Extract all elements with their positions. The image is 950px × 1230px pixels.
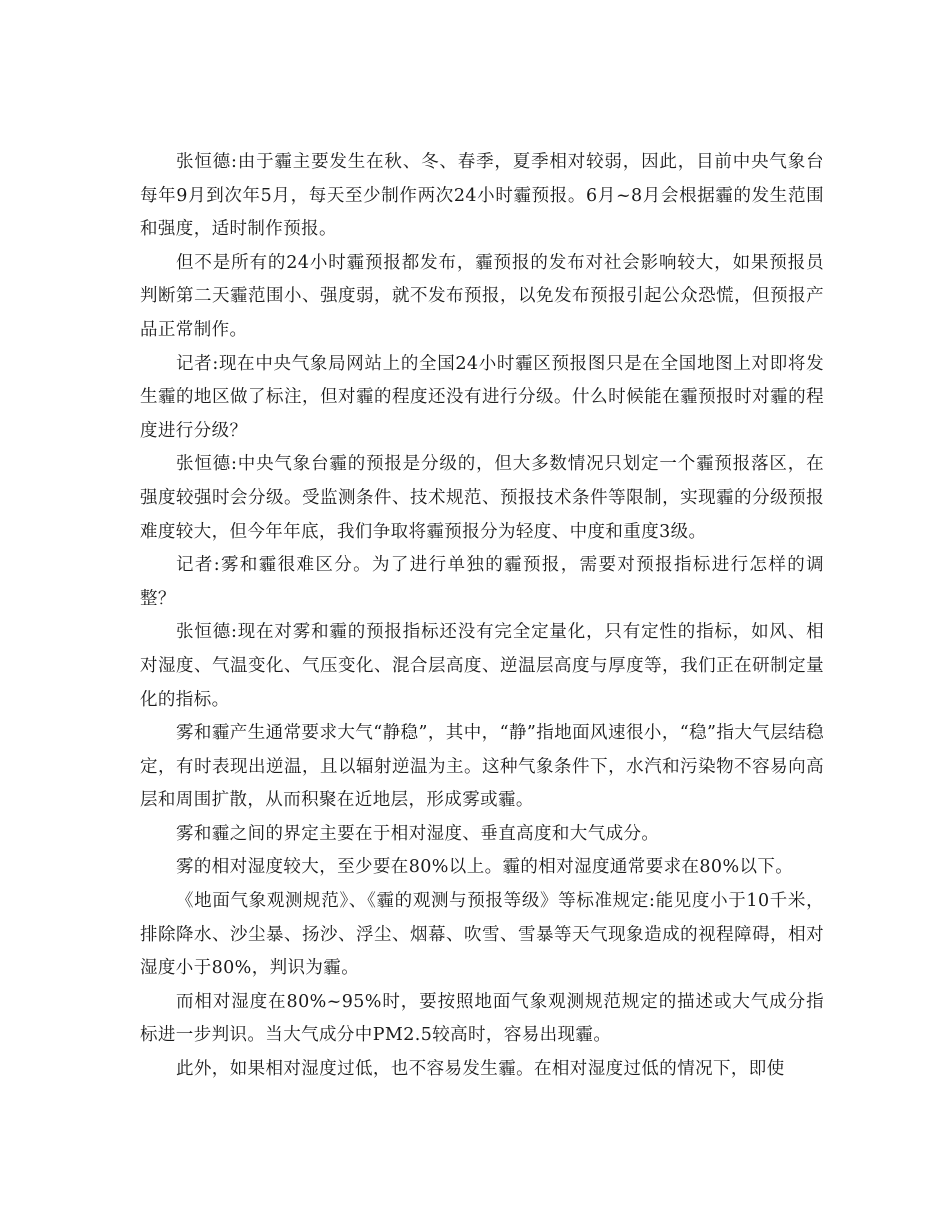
paragraph-5: 记者:雾和霾很难区分。为了进行单独的霾预报，需要对预报指标进行怎样的调整？ — [140, 555, 824, 609]
paragraph-7: 雾和霾产生通常要求大气“静稳”，其中，“静”指地面风速很小，“稳”指大气层结稳定，有时表现出逆温，且以辐射逆温为主。这种气象条件下，水汽和污染物不容易向高层和周围扩散，从而积聚在近地层，形成雾或霾。 — [140, 723, 824, 811]
paragraph-2: 但不是所有的24小时霾预报都发布，霾预报的发布对社会影响较大，如果预报员判断第二天霾范围小、强度弱，就不发布预报，以免发布预报引起公众恐慌，但预报产品正常制作。 — [140, 252, 824, 340]
paragraph-3: 记者:现在中央气象局网站上的全国24小时霾区预报图只是在全国地图上对即将发生霾的地区做了标注，但对霾的程度还没有进行分级。什么时候能在霾预报时对霾的程度进行分级？ — [140, 353, 824, 441]
paragraph-9: 雾的相对湿度较大，至少要在80%以上。霾的相对湿度通常要求在80%以下。 — [176, 857, 794, 878]
paragraph-12: 此外，如果相对湿度过低，也不容易发生霾。在相对湿度过低的情况下，即使 — [176, 1059, 785, 1080]
paragraph-6: 张恒德:现在对雾和霾的预报指标还没有完全定量化，只有定性的指标，如风、相对湿度、气温变化、气压变化、混合层高度、逆温层高度与厚度等，我们正在研制定量化的指标。 — [140, 622, 824, 710]
paragraph-4: 张恒德:中央气象台霾的预报是分级的，但大多数情况只划定一个霾预报落区，在强度较强时会分级。受监测条件、技术规范、预报技术条件等限制，实现霾的分级预报难度较大，但今年年底，我们争取将霾预报分为轻度、中度和重度3级。 — [140, 454, 824, 542]
paragraph-1: 张恒德:由于霾主要发生在秋、冬、春季，夏季相对较弱，因此，目前中央气象台每年9月到次年5月，每天至少制作两次24小时霾预报。6月~8月会根据霾的发生范围和强度，适时制作预报。 — [140, 152, 824, 240]
paragraph-10: 《地面气象观测规范》、《霾的观测与预报等级》等标准规定:能见度小于10千米，排除降水、沙尘暴、扬沙、浮尘、烟幕、吹雪、雪暴等天气现象造成的视程障碍，相对湿度小于80%，判识为霾。 — [140, 891, 824, 979]
paragraph-8: 雾和霾之间的界定主要在于相对湿度、垂直高度和大气成分。 — [176, 823, 660, 844]
paragraph-11: 而相对湿度在80%~95%时，要按照地面气象观测规范规定的描述或大气成分指标进一步判识。当大气成分中PM2.5较高时，容易出现霾。 — [140, 991, 824, 1046]
document-body — [140, 146, 824, 1087]
